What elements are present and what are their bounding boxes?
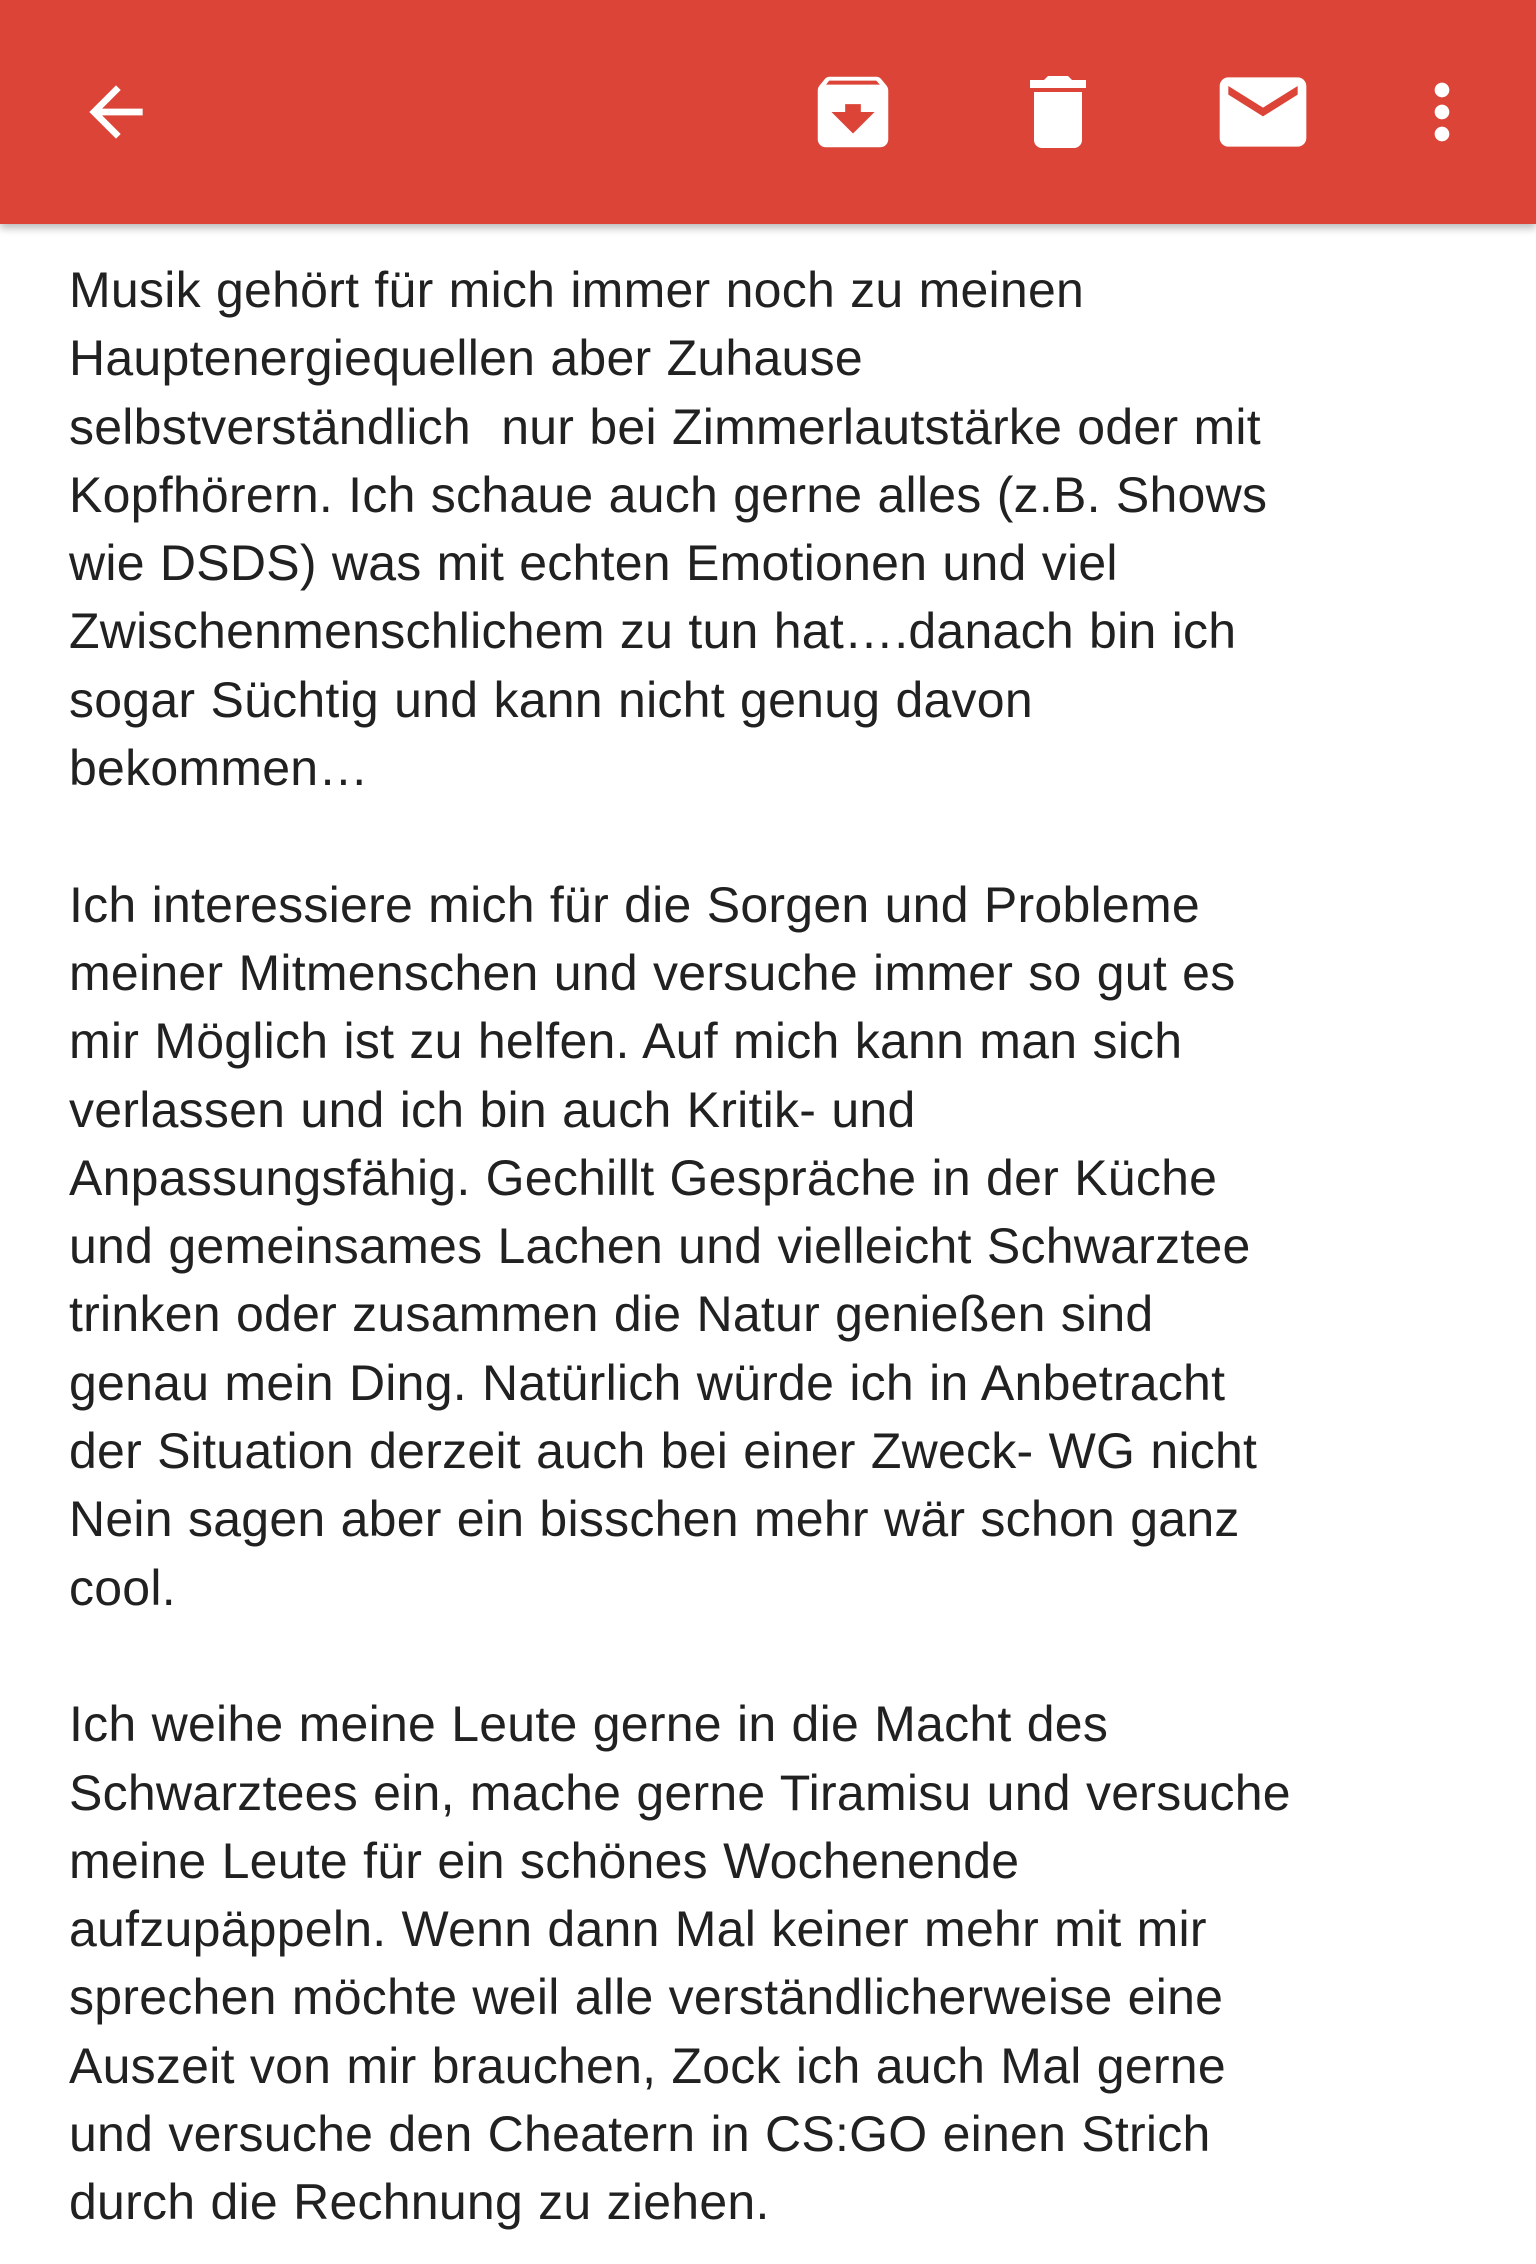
arrow-back-icon (76, 72, 156, 152)
more-vert-icon (1398, 68, 1486, 156)
email-paragraph (69, 1690, 1509, 2236)
text-line: verlassen und ich bin auch Kritik- und (69, 1081, 916, 1138)
text-line: bekommen… (69, 740, 369, 797)
app-toolbar (0, 0, 1536, 224)
back-button[interactable] (46, 42, 186, 182)
text-line: wie DSDS) was mit echten Emotionen und viel (69, 535, 1118, 592)
text-line: und gemeinsames Lachen und vielleicht Schwarztee (69, 1218, 1251, 1275)
text-line: Kopfhörern. Ich schaue auch gerne alles (z.B. Shows (69, 466, 1268, 523)
email-paragraph (69, 256, 1509, 802)
delete-button[interactable] (988, 42, 1128, 182)
archive-icon (806, 65, 900, 159)
text-line: sprechen möchte weil alle verständlicherweise eine (69, 1969, 1224, 2026)
text-line: und versuche den Cheatern in CS:GO einen Strich (69, 2106, 1211, 2163)
text-line: Schwarztees ein, mache gerne Tiramisu und versuche (69, 1764, 1291, 1821)
text-line: Ich interessiere mich für die Sorgen und Probleme (69, 876, 1200, 933)
text-line: Nein sagen aber ein bisschen mehr wär schon ganz (69, 1491, 1240, 1548)
text-line: Anpassungsfähig. Gechillt Gespräche in der Küche (69, 1149, 1218, 1206)
text-line: aufzupäppeln. Wenn dann Mal keiner mehr mit mir (69, 1901, 1207, 1958)
mark-unread-button[interactable] (1193, 42, 1333, 182)
text-line: Auszeit von mir brauchen, Zock ich auch Mal gerne (69, 2037, 1226, 2094)
text-line: sogar Süchtig und kann nicht genug davon (69, 671, 1033, 728)
email-body (69, 256, 1509, 2237)
text-line: mir Möglich ist zu helfen. Auf mich kann man sich (69, 1013, 1183, 1070)
more-options-button[interactable] (1372, 42, 1512, 182)
text-line: selbstverständlich nur bei Zimmerlautstärke oder mit (69, 398, 1261, 455)
email-paragraph (69, 871, 1509, 1622)
text-line: der Situation derzeit auch bei einer Zweck- WG nicht (69, 1423, 1258, 1480)
mail-icon (1211, 60, 1315, 164)
text-line: meine Leute für ein schönes Wochenende (69, 1832, 1020, 1889)
text-line: cool. (69, 1559, 176, 1616)
text-line: Musik gehört für mich immer noch zu meinen (69, 262, 1085, 318)
text-line: genau mein Ding. Natürlich würde ich in Anbetracht (69, 1354, 1226, 1411)
text-line: durch die Rechnung zu ziehen. (69, 2174, 770, 2231)
trash-icon (1010, 64, 1106, 160)
text-line: meiner Mitmenschen und versuche immer so gut es (69, 944, 1236, 1001)
archive-button[interactable] (783, 42, 923, 182)
text-line: Ich weihe meine Leute gerne in die Macht des (69, 1696, 1109, 1753)
text-line: trinken oder zusammen die Natur genießen sind (69, 1286, 1154, 1343)
text-line: Hauptenergiequellen aber Zuhause (69, 330, 863, 387)
text-line: Zwischenmenschlichem zu tun hat….danach bin ich (69, 603, 1237, 660)
